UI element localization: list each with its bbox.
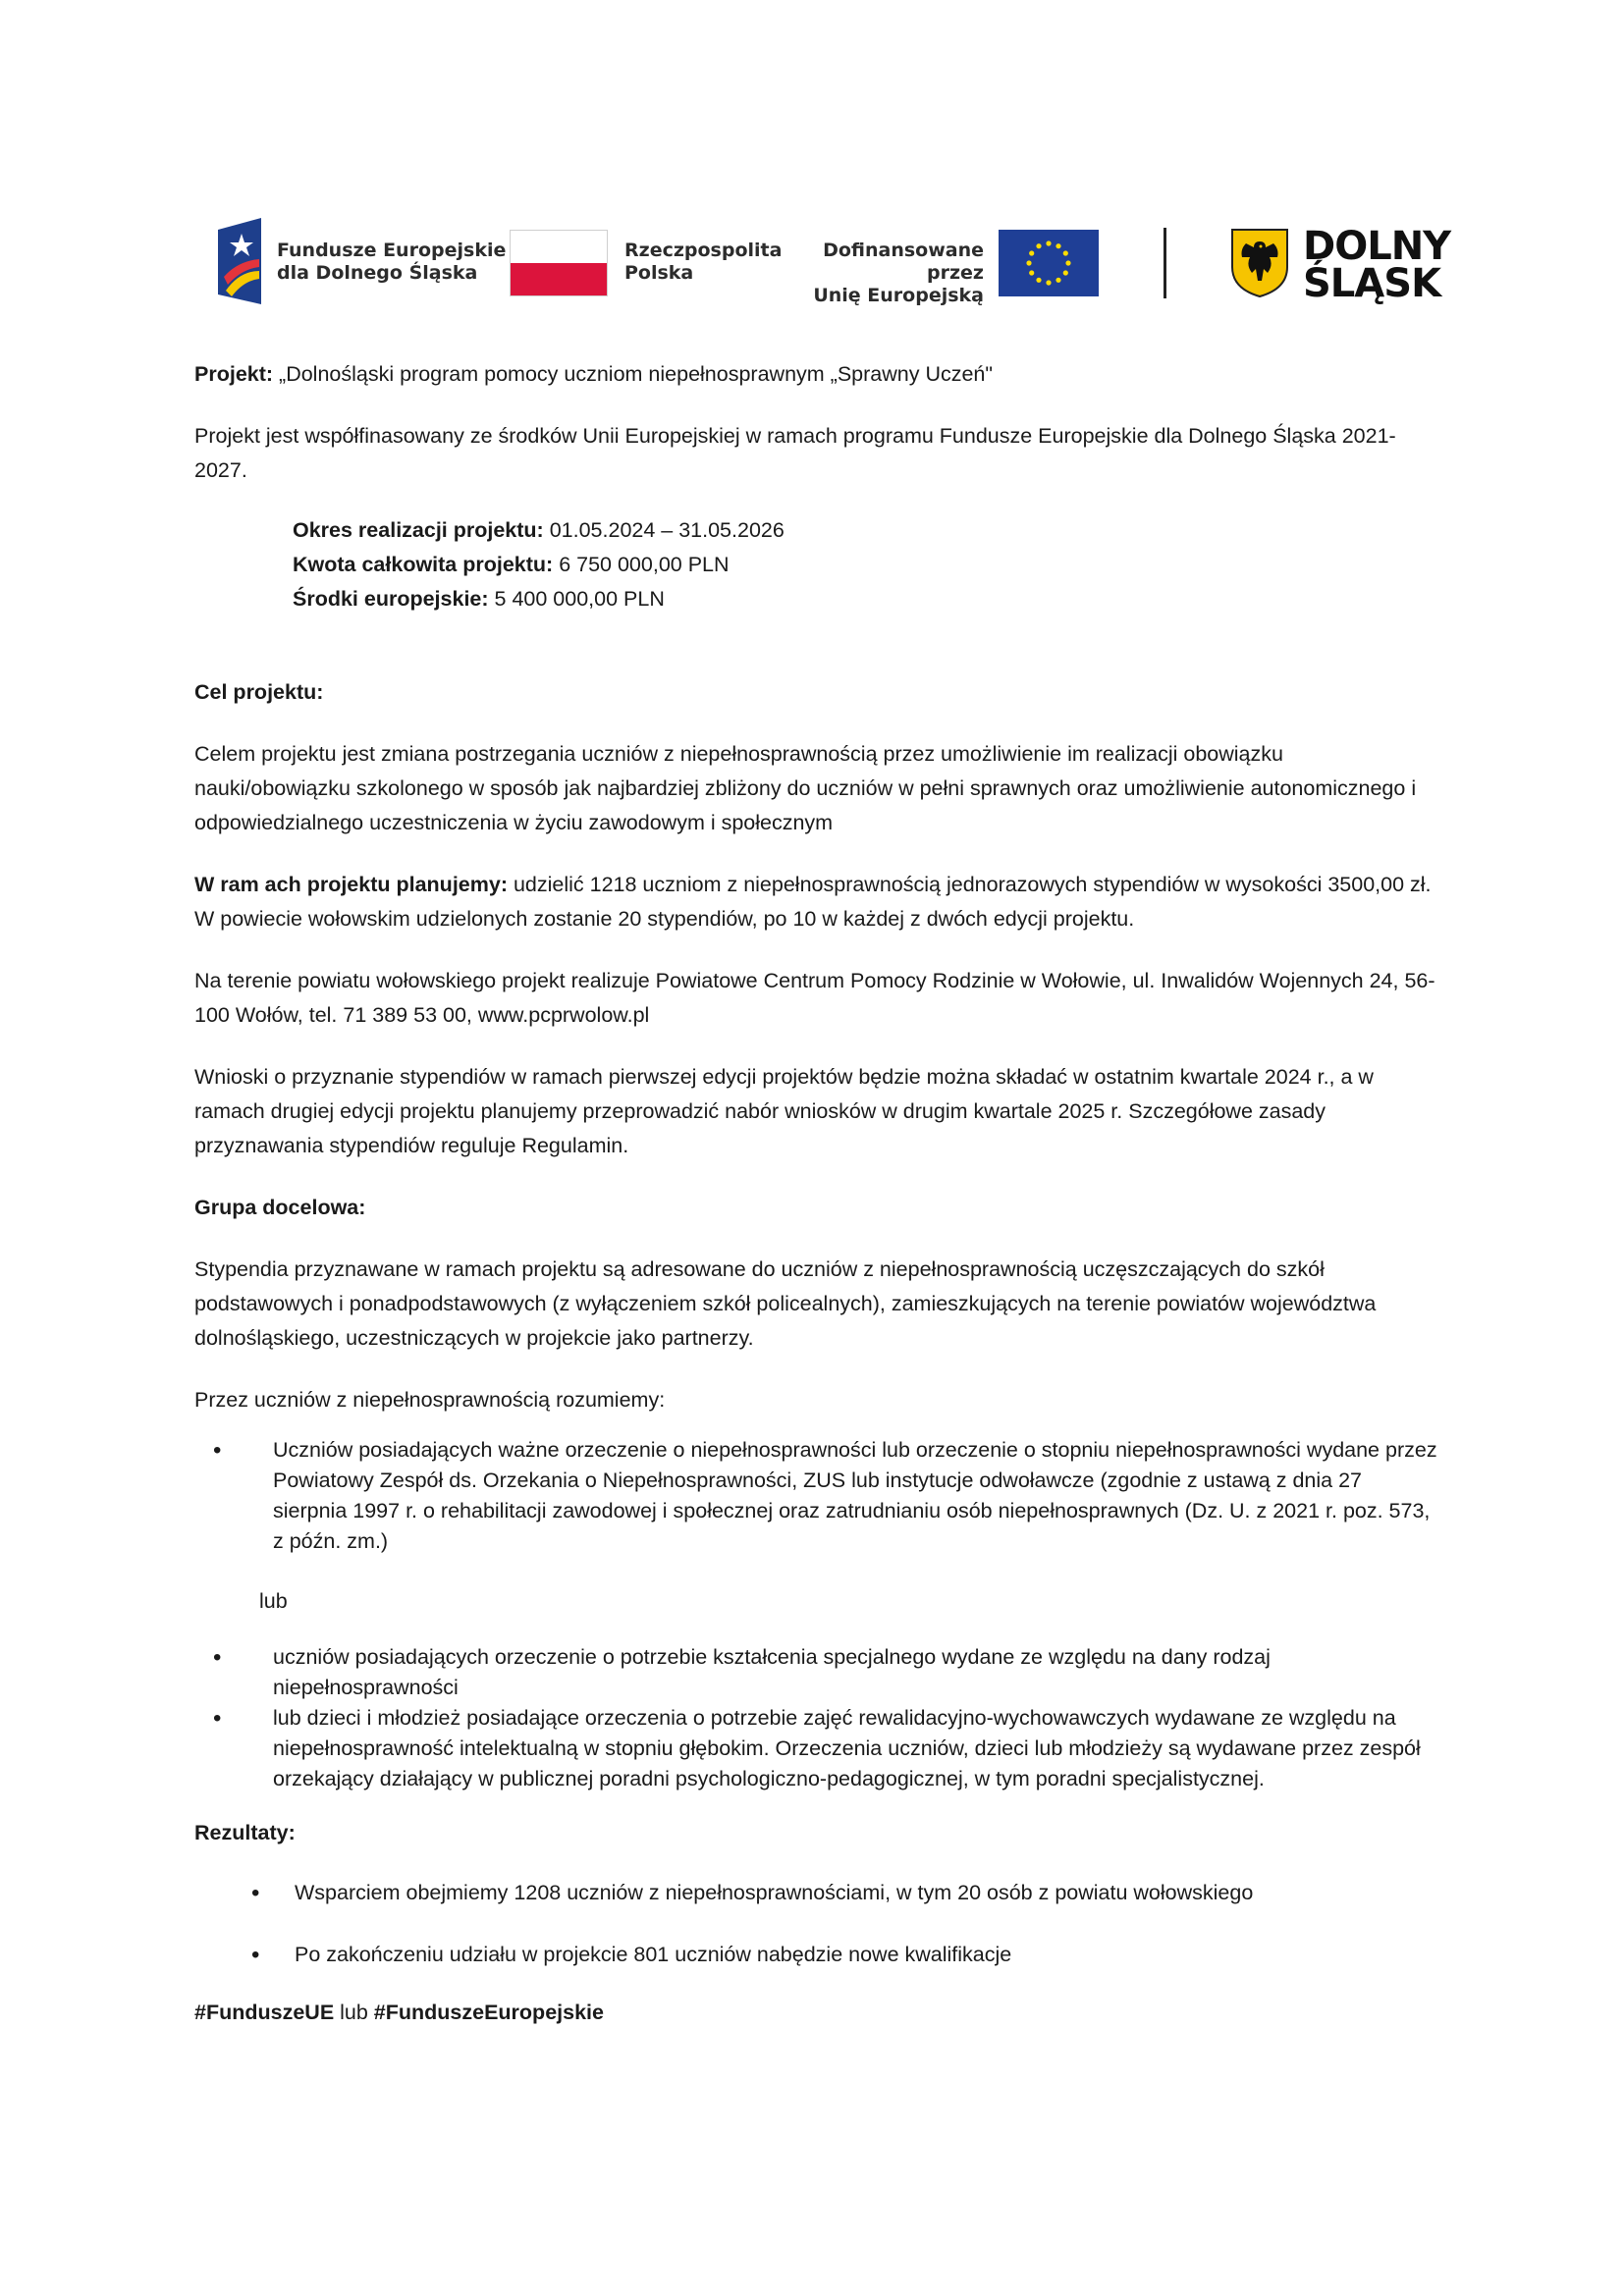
or-word: lub <box>259 1589 288 1613</box>
fe-logo-text <box>277 240 506 285</box>
results-heading: Rezultaty: <box>194 1821 296 1844</box>
total-value: 6 750 000,00 PLN <box>553 553 730 576</box>
period-label: Okres realizacji projektu: <box>293 518 544 542</box>
rp-logo-line1: Rzeczpospolita <box>624 240 783 261</box>
eu-logo-line1: Dofinansowane przez <box>823 240 984 284</box>
results-list <box>194 1878 1441 1970</box>
list-item: • Po zakończeniu udziału w projekcie 801 uczniów nabędzie nowe kwalifikacje <box>194 1940 1441 1970</box>
target-heading: Grupa docelowa: <box>194 1196 366 1219</box>
total-label: Kwota całkowita projektu: <box>293 553 554 576</box>
hashtag-fundusze-ue: #FunduszeUE <box>194 2001 335 2024</box>
fe-logo-line1: Fundusze Europejskie <box>277 240 507 261</box>
plan-label: W ram ach projektu planujemy: <box>194 873 508 896</box>
logo-divider <box>1164 228 1166 298</box>
list-item: • lub dzieci i młodzież posiadające orzeczenia o potrzebie zajęć rewalidacyjno-wychowawczych wydawane ze względu na niepełnosprawność intelektualną w stopniu głębokim. Orzeczenia uczniów, dzieci lub młodzieży są wydawane przez zespół orzekający działający w publicznej poradni psychologiczno-pedagogicznej, w tym poradni specjalistycznej. <box>194 1703 1441 1794</box>
project-title: „Dolnośląski program pomocy uczniom niepełnosprawnym „Sprawny Uczeń" <box>273 362 994 386</box>
goal-paragraph: Celem projektu jest zmiana postrzegania uczniów z niepełnosprawnością przez umożliwienie im realizacji obowiązku nauki/obowiązku szkolonego w sposób jak najbardziej zbliżony do uczniów w pełni sprawnych oraz umożliwienie autonomicznego i odpowiedzialnego uczestniczenia w życiu zawodowym i społecznym <box>194 742 1417 834</box>
eu-funds-label: Środki europejskie: <box>293 587 489 611</box>
dolny-slask-logo-text <box>1303 224 1451 306</box>
definition-list-1 <box>194 1435 1441 1557</box>
rp-logo-line2: Polska <box>624 262 694 284</box>
polish-flag-icon <box>510 230 608 296</box>
ds-logo-line1: DOLNY <box>1303 224 1451 269</box>
project-facts <box>194 513 1441 616</box>
project-line <box>194 357 1441 392</box>
list-item: • Wsparciem obejmiemy 1208 uczniów z niepełnosprawnościami, w tym 20 osób z powiatu wołowskiego <box>194 1878 1441 1908</box>
target-paragraph: Stypendia przyznawane w ramach projektu są adresowane do uczniów z niepełnosprawnością uczęszczających do szkół podstawowych i ponadpodstawowych (z wyłączeniem szkół policealnych), zamieszkujących na terenie powiatów województwa dolnośląskiego, uczestniczących w projekcie jako partnerzy. <box>194 1257 1377 1350</box>
list-item: • uczniów posiadających orzeczenie o potrzebie kształcenia specjalnego wydane ze względu na dany rodzaj niepełnosprawności <box>194 1642 1441 1703</box>
applications-paragraph: Wnioski o przyznanie stypendiów w ramach pierwszej edycji projektów będzie można składać w ostatnim kwartale 2024 r., a w ramach drugiej edycji projektu planujemy przeprowadzić nabór wniosków w drugim kwartale 2025 r. Szczegółowe zasady przyznawania stypendiów reguluje Regulamin. <box>194 1065 1374 1157</box>
fundusze-europejskie-logo-icon <box>216 216 263 306</box>
local-office-paragraph: Na terenie powiatu wołowskiego projekt realizuje Powiatowe Centrum Pomocy Rodzinie w Wołowie, ul. Inwalidów Wojennych 24, 56-100 Wołów, tel. 71 389 53 00, www.pcprwolow.pl <box>194 969 1435 1027</box>
hashtags-line <box>194 1996 1441 2030</box>
plan-text: udzielić 1218 uczniom z niepełnosprawnością jednorazowych stypendiów w wysokości 3500,00 zł. W powiecie wołowskim udzielonych zostanie 20 stypendiów, po 10 w każdej z dwóch edycji projektu. <box>194 873 1432 931</box>
logo-bar <box>0 0 1624 324</box>
eu-funds-line <box>293 582 1441 616</box>
document-body <box>194 357 1441 2030</box>
list-item: • Uczniów posiadających ważne orzeczenie o niepełnosprawności lub orzeczenie o stopniu niepełnosprawności wydane przez Powiatowy Zespół ds. Orzekania o Niepełnosprawności, ZUS lub instytucje odwoławcze (zgodnie z ustawą z dnia 27 sierpnia 1997 r. o rehabilitacji zawodowej i społecznej oraz zatrudnianiu osób niepełnosprawnych (Dz. U. z 2021 r. poz. 573, z późn. zm.) <box>194 1435 1441 1557</box>
ds-logo-line2: ŚLĄSK <box>1303 261 1441 306</box>
plan-paragraph <box>194 868 1441 936</box>
period-line <box>293 513 1441 548</box>
rp-logo-text <box>624 240 782 285</box>
total-line <box>293 548 1441 582</box>
eu-logo-line2: Unię Europejską <box>813 285 984 306</box>
eu-logo-text <box>797 240 984 307</box>
eu-funds-value: 5 400 000,00 PLN <box>488 587 665 611</box>
eu-flag-icon <box>999 230 1099 296</box>
dolny-slask-eagle-icon <box>1230 228 1289 298</box>
definition-intro: Przez uczniów z niepełnosprawnością rozumiemy: <box>194 1388 666 1412</box>
definition-list-2 <box>194 1642 1441 1794</box>
period-value: 01.05.2024 – 31.05.2026 <box>543 518 785 542</box>
hashtag-separator: lub <box>334 2001 374 2024</box>
goal-heading: Cel projektu: <box>194 680 324 704</box>
project-label: Projekt: <box>194 362 274 386</box>
fe-logo-line2: dla Dolnego Śląska <box>277 262 478 284</box>
cofinancing-paragraph: Projekt jest współfinasowany ze środków Unii Europejskiej w ramach programu Fundusze Europejskie dla Dolnego Śląska 2021-2027. <box>194 424 1396 482</box>
hashtag-fundusze-europejskie: #FunduszeEuropejskie <box>373 2001 604 2024</box>
